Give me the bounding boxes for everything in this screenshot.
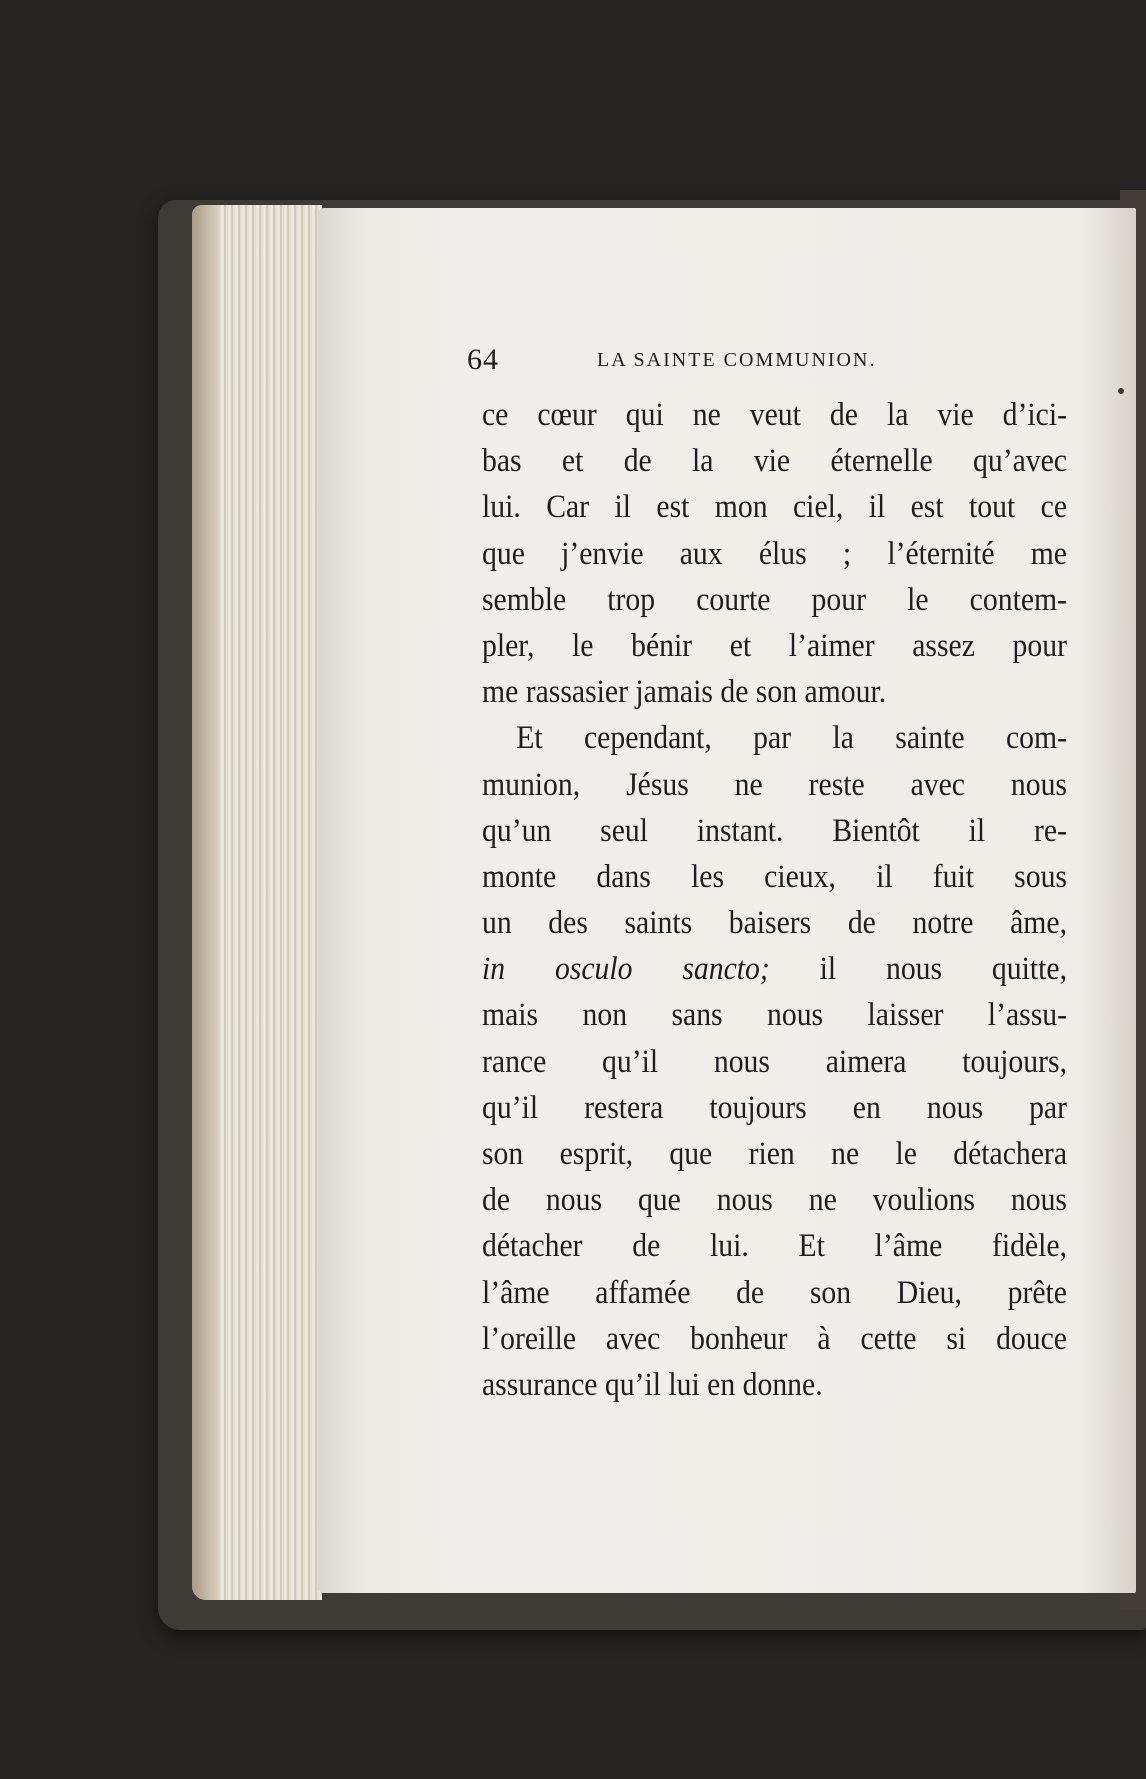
text-line: détacher de lui. Et l’âme fidèle,: [482, 1228, 1067, 1265]
text-line: monte dans les cieux, il fuit sous: [482, 858, 1067, 895]
running-head: LA SAINTE COMMUNION.: [597, 349, 877, 371]
text-line: pler, le bénir et l’aimer assez pour: [482, 627, 1067, 664]
text-line: semble trop courte pour le contem-: [482, 581, 1067, 618]
text-line: de nous que nous ne voulions nous: [482, 1182, 1067, 1219]
text-line: assurance qu’il lui en donne.: [482, 1366, 823, 1403]
latin-phrase: in osculo sancto;: [482, 951, 770, 988]
text-line: son esprit, que rien ne le détachera: [482, 1136, 1067, 1172]
ink-speck: [1118, 388, 1124, 394]
text-line-with-latin: [482, 946, 1067, 992]
text-line: mais non sans nous laisser l’assu-: [482, 997, 1067, 1034]
text-line: un des saints baisers de notre âme,: [482, 905, 1067, 942]
page-stack-edge: [192, 205, 220, 1600]
text-line: lui. Car il est mon ciel, il est tout ce: [482, 489, 1067, 526]
text-line: l’oreille avec bonheur à cette si douce: [482, 1320, 1067, 1357]
text-line: me rassasier jamais de son amour.: [482, 674, 887, 711]
text-line: qu’il restera toujours en nous par: [482, 1089, 1067, 1126]
text-line-rest: il nous quitte,: [819, 951, 1067, 988]
body-text: [482, 392, 1067, 1408]
page-number: 64: [467, 343, 499, 376]
page-header: [467, 343, 1067, 383]
text-line: munion, Jésus ne reste avec nous: [482, 766, 1067, 803]
text-line: qu’un seul instant. Bientôt il re-: [482, 812, 1067, 849]
text-line: l’âme affamée de son Dieu, prête: [482, 1274, 1067, 1311]
text-line: que j’envie aux élus ; l’éternité me: [482, 535, 1067, 572]
text-line: ce cœur qui ne veut de la vie d’ici-: [482, 397, 1067, 433]
text-line: Et cependant, par la sainte com-: [516, 720, 1067, 757]
text-line: rance qu’il nous aimera toujours,: [482, 1043, 1067, 1080]
text-line: bas et de la vie éternelle qu’avec: [482, 443, 1067, 480]
